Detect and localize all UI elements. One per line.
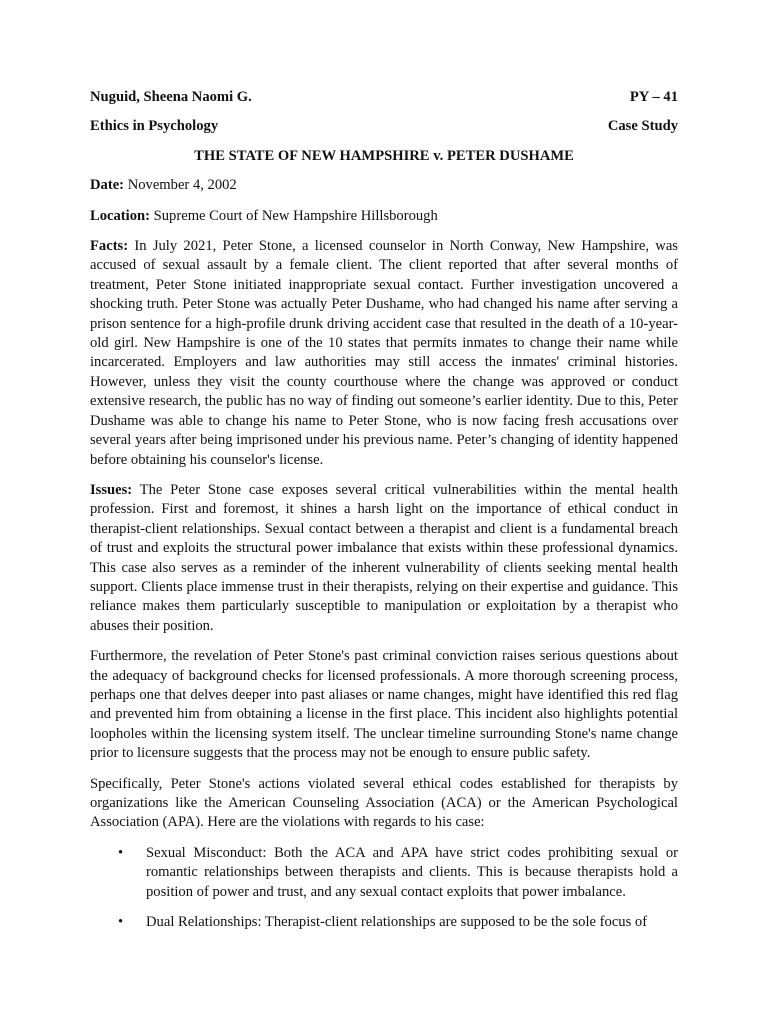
bullet-icon: • — [118, 914, 124, 931]
list-item — [90, 913, 678, 932]
list-item — [90, 844, 678, 902]
furthermore-paragraph: Furthermore, the revelation of Peter Stone's past criminal conviction raises serious questions about the adequacy of background checks for licensed professionals. A more thorough screening process, perhaps one that delves deeper into past aliases or name changes, might have identified this red flag and prevented him from obtaining a license in the first place. This incident also highlights potential loopholes within the licensing system itself. The unclear timeline surrounding Stone's name change prior to licensure suggests that the process may not be enough to ensure public safety. — [90, 648, 678, 762]
issues-label: Issues: — [90, 481, 133, 498]
course-name: Ethics in Psychology — [90, 118, 219, 135]
document-page — [90, 88, 678, 943]
location-line — [90, 207, 678, 226]
violations-list — [90, 844, 678, 933]
location-label: Location: — [90, 207, 150, 224]
list-item-text: Dual Relationships: Therapist-client relationships are supposed to be the sole focus of — [146, 914, 648, 931]
date-line — [90, 176, 678, 195]
header-row-1 — [90, 88, 678, 107]
facts-text: In July 2021, Peter Stone, a licensed counselor in North Conway, New Hampshire, was accused of sexual assault by a female client. The client reported that after several months of treatment, Peter Stone initiated inappropriate sexual contact. Further investigation uncovered a shocking truth. Peter Stone was actually Peter Dushame, who had changed his name after serving a prison sentence for a high-profile drunk driving accident case that resulted in the death of a 10-year-old girl. New Hampshire is one of the 10 states that permits inmates to change their name while incarcerated. Employers and law authorities may still access the inmates' criminal histories. However, unless they visit the county courthouse where the change was approved or conduct extensive research, the public has no way of finding out someone’s earlier identity. Due to this, Peter Dushame was able to change his name to Peter Stone, who is now facing fresh accusations over several years after being imprisoned under his previous name. Peter’s changing of identity happened before obtaining his counselor's license. — [90, 238, 678, 468]
date-value: November 4, 2002 — [124, 177, 237, 194]
document-type: Case Study — [607, 118, 678, 135]
author-name: Nuguid, Sheena Naomi G. — [90, 89, 252, 105]
document-title: THE STATE OF NEW HAMPSHIRE v. PETER DUSHAME — [194, 147, 574, 164]
date-label: Date: — [90, 177, 125, 194]
bullet-icon: • — [118, 844, 124, 861]
header-row-2 — [90, 117, 678, 136]
facts-paragraph — [90, 237, 678, 470]
facts-label: Facts: — [90, 238, 129, 255]
issues-paragraph — [90, 481, 678, 636]
location-value: Supreme Court of New Hampshire Hillsborough — [150, 207, 438, 224]
specifically-paragraph: Specifically, Peter Stone's actions violated several ethical codes established for therapists by organizations like the American Counseling Association (ACA) or the American Psychological Association (APA). Here are the violations with regards to his case: — [90, 775, 678, 831]
issues-text: The Peter Stone case exposes several critical vulnerabilities within the mental health profession. First and foremost, it shines a harsh light on the importance of ethical conduct in therapist-client relationships. Sexual contact between a therapist and client is a fundamental breach of trust and exploits the structural power imbalance that exists within these professional dynamics. This case also serves as a reminder of the inherent vulnerability of clients seeking mental health support. Clients place immense trust in their therapists, relying on their expertise and guidance. This reliance makes them particularly susceptible to manipulation or exploitation by a therapist who abuses their position. — [90, 481, 678, 634]
course-code: PY – 41 — [629, 89, 678, 105]
list-item-text: Sexual Misconduct: Both the ACA and APA have strict codes prohibiting sexual or romantic relationships between therapists and clients. This is because therapists hold a position of power and trust, and any sexual contact exploits that power imbalance. — [146, 844, 678, 900]
